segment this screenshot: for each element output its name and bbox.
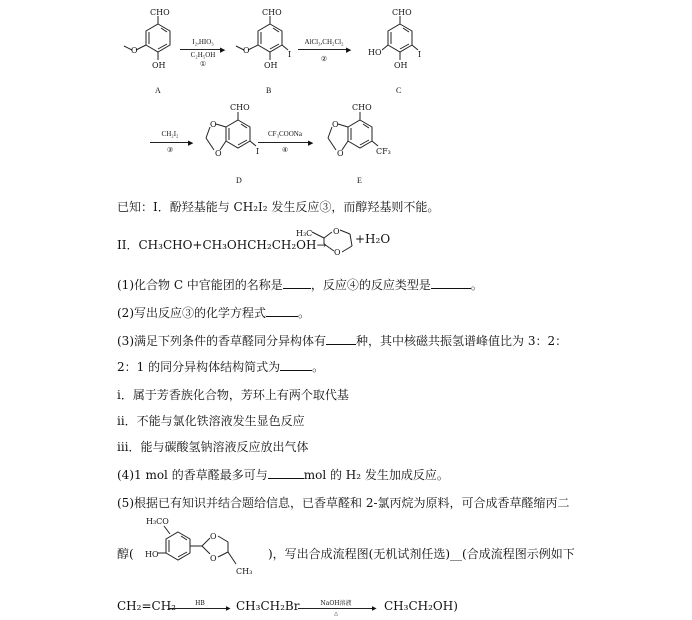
known-2-lhs: II．CH₃CHO+CH₃OHCH₂CH₂OH→ <box>117 238 327 252</box>
reaction-arrow-2 <box>298 49 348 50</box>
question-5-tail: )，写出合成流程图(无机试剂任选)__(合成流程图示例如下 <box>268 547 575 561</box>
q1-text-c: 。 <box>470 278 483 292</box>
step1-reagent-top: I₂,HIO₃ <box>192 38 214 46</box>
question-4 <box>117 466 449 483</box>
q3-text-b: 种，其中核磁共振氢谱峰值比为 3：2： <box>356 334 568 348</box>
ex-arrow-2 <box>298 608 374 609</box>
label-a: A <box>155 86 161 95</box>
ch3-label: CH₃ <box>236 567 253 576</box>
i-label-c: I <box>418 50 422 59</box>
label-b: B <box>266 86 272 95</box>
q3-text-c: 2：1 的同分异构体结构简式为 <box>117 360 281 374</box>
svg-text:O: O <box>243 46 250 55</box>
question-3 <box>117 332 567 349</box>
ex-arrow-1 <box>168 608 228 609</box>
svg-text:O: O <box>337 149 344 158</box>
svg-text:O: O <box>215 149 222 158</box>
dioxane-structure <box>296 222 391 266</box>
svg-text:O: O <box>210 532 217 541</box>
step1-number: ① <box>199 60 207 68</box>
known-1: 已知：I．酚羟基能与 CH₂I₂ 发生反应③，而醇羟基则不能。 <box>117 200 440 214</box>
arrow-head-1: ▶ <box>220 46 226 54</box>
step3-reagent-top: CH₂I₂ <box>161 130 179 138</box>
q1-blank-2 <box>431 277 471 289</box>
q1-text-a: (1)化合物 C 中官能团的名称是 <box>117 278 283 292</box>
molecule-b <box>222 10 302 85</box>
ho-label-target: HO <box>145 550 159 559</box>
ex-heat: △ <box>334 611 338 617</box>
cho-label-d: CHO <box>230 103 250 112</box>
svg-text:O: O <box>210 120 217 129</box>
condition-i: ⅰ．属于芳香族化合物，芳环上有两个取代基 <box>117 388 349 402</box>
cho-label-e: CHO <box>352 103 372 112</box>
question-1 <box>117 276 483 293</box>
ex-reagent-2: NaOH溶液 <box>320 600 352 607</box>
molecule-d <box>196 102 276 177</box>
svg-text:O: O <box>333 227 340 236</box>
step4-reagent-top: CF₃COONa <box>268 130 302 138</box>
q4-text-a: (4)1 mol 的香草醛最多可与 <box>117 468 268 482</box>
svg-text:O: O <box>210 554 217 563</box>
reaction-arrow-1 <box>180 49 222 50</box>
q5-text-pre: 醇( <box>117 547 134 561</box>
condition-iii: ⅲ．能与碳酸氢钠溶液反应放出气体 <box>117 440 309 454</box>
q2-text-b: 。 <box>298 306 311 320</box>
ex-ethanol: CH₃CH₂OH) <box>384 599 458 613</box>
svg-text:O: O <box>332 120 339 129</box>
h3c-label: H₃C <box>296 229 313 238</box>
condition-ii: ⅱ．不能与氯化铁溶液发生显色反应 <box>117 414 305 428</box>
reaction-arrow-4 <box>258 142 310 143</box>
ex-reagent-1: HB <box>195 600 205 607</box>
h3co-label: H₃CO <box>146 517 169 526</box>
target-molecule <box>140 514 264 582</box>
oh-label-c: OH <box>394 61 408 70</box>
reaction-arrow-3 <box>150 142 190 143</box>
q4-blank <box>268 467 304 479</box>
label-e: E <box>357 176 362 185</box>
q2-blank <box>266 305 298 317</box>
svg-text:O: O <box>131 46 138 55</box>
cf3-label-e: CF₃ <box>376 147 391 156</box>
i-label-d: I <box>256 147 260 156</box>
step4-number: ④ <box>281 146 289 154</box>
oh-label-b: OH <box>264 61 278 70</box>
arrow-head-4: ▶ <box>308 139 314 147</box>
molecule-c <box>352 10 432 85</box>
label-d: D <box>236 176 242 185</box>
arrow-head-2: ▶ <box>346 46 352 54</box>
svg-text:O: O <box>334 248 341 257</box>
plus-h2o: +H₂O <box>355 232 391 246</box>
question-5: (5)根据已有知识并结合题给信息，已香草醛和 2-氯丙烷为原料，可合成香草醛缩丙二 <box>117 496 570 510</box>
cho-label-c: CHO <box>392 8 412 17</box>
i-label-b: I <box>288 50 292 59</box>
molecule-e <box>318 102 398 177</box>
q3-text-a: (3)满足下列条件的香草醛同分异构体有 <box>117 334 326 348</box>
step2-reagent-top: AlCl₃,CH₂Cl₂ <box>304 38 344 46</box>
cho-label-a: CHO <box>150 8 170 17</box>
q3-blank-2 <box>280 359 312 371</box>
ex-arrow-head-2: ▶ <box>372 605 377 612</box>
ex-ethylene: CH₂=CH₂ <box>117 599 176 613</box>
step1-reagent-bottom: C₂H₅OH <box>190 51 216 59</box>
example-route <box>117 599 176 613</box>
cho-label-b: CHO <box>262 8 282 17</box>
arrow-head-3: ▶ <box>188 139 194 147</box>
q2-text-a: (2)写出反应③的化学方程式 <box>117 306 266 320</box>
ho-label-c: HO <box>368 48 382 57</box>
q3-blank-1 <box>326 333 356 345</box>
question-2 <box>117 304 310 321</box>
question-3-cont <box>117 358 324 375</box>
step3-number: ③ <box>166 146 174 154</box>
question-5-cont <box>117 545 134 562</box>
ex-arrow-head-1: ▶ <box>226 605 231 612</box>
q1-blank-1 <box>283 277 311 289</box>
label-c: C <box>396 86 402 95</box>
q4-text-b: mol 的 H₂ 发生加成反应。 <box>303 468 449 482</box>
step2-number: ② <box>320 55 328 63</box>
molecule-a <box>110 10 190 85</box>
oh-label-a: OH <box>152 61 166 70</box>
q3-text-d: 。 <box>312 360 325 374</box>
ex-bromoethane: CH₃CH₂Br <box>236 599 300 613</box>
q1-text-b: ，反应④的反应类型是 <box>310 278 431 292</box>
